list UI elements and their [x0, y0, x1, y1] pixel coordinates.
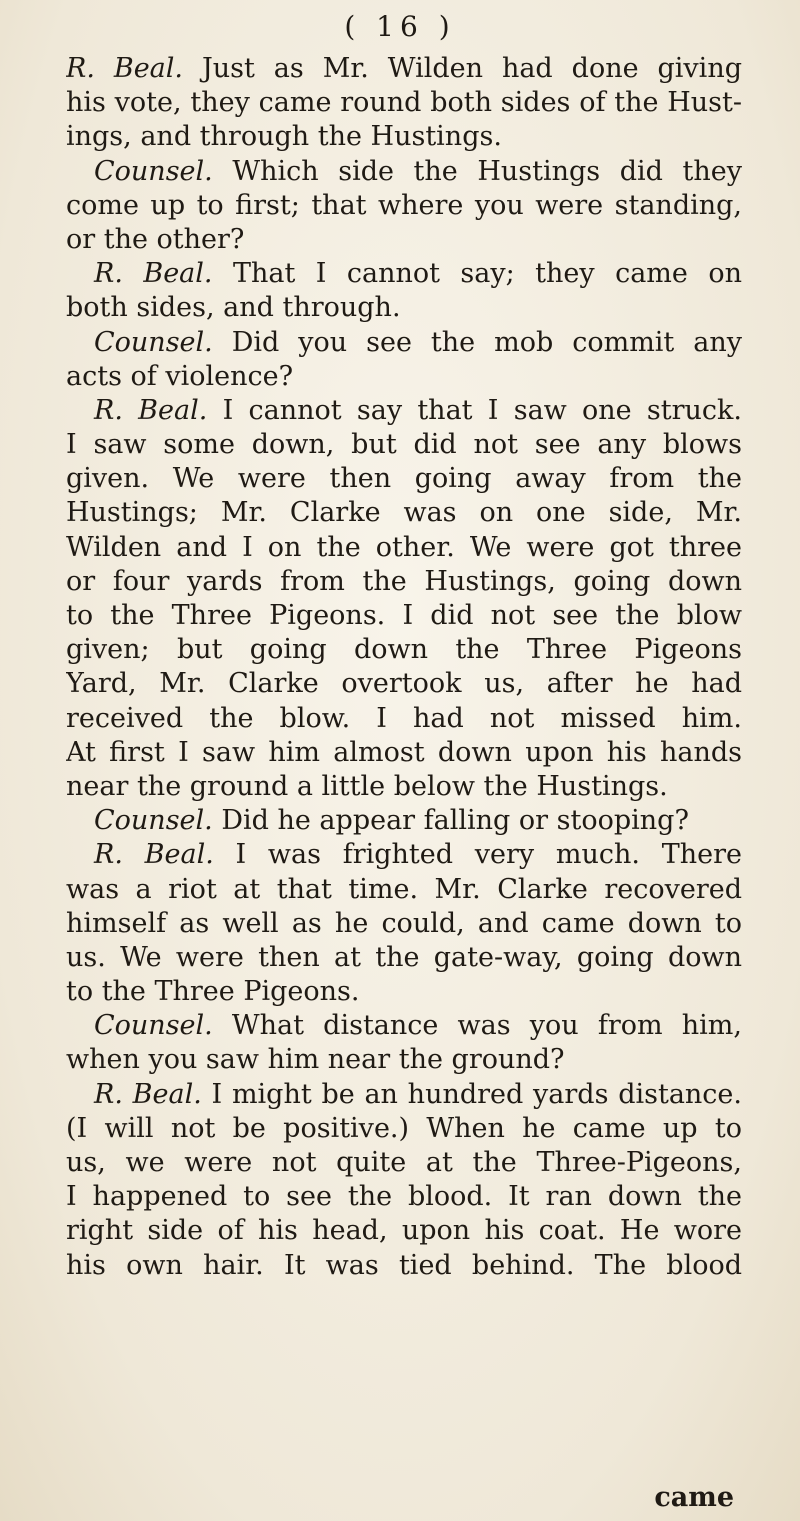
line-text: both sides, and through.	[66, 292, 401, 324]
text-line	[66, 326, 742, 360]
speaker-label: R. Beal.	[94, 258, 213, 290]
text-line	[66, 1112, 742, 1146]
text-line	[66, 189, 742, 223]
text-line	[66, 1043, 742, 1077]
line-text: near the ground a little below the Hustings.	[66, 770, 668, 802]
line-text: Hustings; Mr. Clarke was on one side, Mr.	[66, 497, 742, 529]
line-text: At first I saw him almost down upon his hands	[66, 736, 742, 768]
text-line	[66, 531, 742, 565]
speaker-label: R. Beal.	[94, 839, 214, 871]
text-line	[66, 975, 742, 1009]
speaker-label: R. Beal.	[94, 394, 208, 426]
text-line	[66, 1078, 742, 1112]
line-text: us, we were not quite at the Three-Pigeons,	[66, 1147, 742, 1178]
line-text: I cannot say that I saw one struck.	[207, 394, 742, 426]
text-line	[66, 462, 742, 496]
line-text: or four yards from the Hustings, going down	[66, 565, 742, 597]
text-line	[66, 428, 742, 462]
text-line	[66, 1146, 742, 1180]
line-text: right side of his head, upon his coat. He wore	[66, 1215, 742, 1247]
text-line	[66, 873, 742, 907]
line-text: I happened to see the blood. It ran down the	[66, 1181, 742, 1213]
speaker-label: R. Beal.	[94, 1078, 202, 1110]
text-line	[66, 1009, 742, 1043]
text-line	[66, 257, 742, 291]
text-line	[66, 907, 742, 941]
line-text: I might be an hundred yards distance.	[201, 1078, 742, 1110]
line-text: ings, and through the Hustings.	[66, 121, 502, 153]
text-line	[66, 120, 742, 154]
text-line	[66, 667, 742, 701]
page-body-text	[66, 52, 742, 1283]
text-line	[66, 52, 742, 86]
line-text: (I will not be positive.) When he came up to	[66, 1112, 742, 1144]
line-text: or the other?	[66, 223, 245, 255]
line-text: Yard, Mr. Clarke overtook us, after he had	[66, 668, 742, 700]
line-text: Wilden and I on the other. We were got three	[66, 531, 742, 563]
text-line	[66, 1249, 742, 1283]
text-line	[66, 633, 742, 667]
line-text: his own hair. It was tied behind. The blood	[66, 1249, 742, 1281]
text-line	[66, 565, 742, 599]
text-line	[66, 360, 742, 394]
text-line	[66, 496, 742, 530]
text-line	[66, 394, 742, 428]
line-text: come up to first; that where you were standing,	[66, 189, 742, 221]
line-text: What distance was you from him,	[212, 1010, 742, 1042]
line-text: That I cannot say; they came on	[212, 258, 742, 290]
speaker-label: Counsel.	[94, 1010, 213, 1042]
line-text: when you saw him near the ground?	[66, 1044, 565, 1076]
speaker-label: Counsel.	[94, 155, 213, 187]
line-text: to the Three Pigeons.	[66, 976, 360, 1008]
text-line	[66, 291, 742, 325]
line-text: himself as well as he could, and came down to	[66, 907, 742, 939]
catchword: came	[654, 1482, 734, 1513]
line-text: his vote, they came round both sides of the Hust-	[66, 87, 742, 119]
line-text: was a riot at that time. Mr. Clarke recovered	[66, 873, 742, 905]
line-text: I was frighted very much. There	[213, 839, 742, 871]
line-text: to the Three Pigeons. I did not see the blow	[66, 600, 742, 631]
text-line	[66, 1214, 742, 1248]
line-text: Just as Mr. Wilden had done giving	[183, 53, 742, 84]
line-text: Did you see the mob commit any	[212, 326, 742, 358]
speaker-label: R. Beal.	[66, 53, 183, 84]
page-number: ( 16 )	[344, 10, 456, 43]
line-text: Which side the Hustings did they	[212, 155, 742, 187]
text-line	[66, 223, 742, 257]
text-line	[66, 770, 742, 804]
text-line	[66, 838, 742, 872]
line-text: given. We were then going away from the	[66, 463, 742, 495]
text-line	[66, 155, 742, 189]
line-text: us. We were then at the gate-way, going down	[66, 941, 742, 973]
text-line	[66, 702, 742, 736]
text-line	[66, 599, 742, 633]
line-text: acts of violence?	[66, 360, 294, 392]
text-line	[66, 736, 742, 770]
line-text: given; but going down the Three Pigeons	[66, 634, 742, 666]
text-line	[66, 941, 742, 975]
line-text: received the blow. I had not missed him.	[66, 702, 742, 734]
line-text: Did he appear falling or stooping?	[212, 805, 689, 837]
text-line	[66, 86, 742, 120]
text-line	[66, 1180, 742, 1214]
speaker-label: Counsel.	[94, 326, 213, 358]
speaker-label: Counsel.	[94, 805, 213, 837]
line-text: I saw some down, but did not see any blows	[66, 429, 742, 461]
text-line	[66, 804, 742, 838]
